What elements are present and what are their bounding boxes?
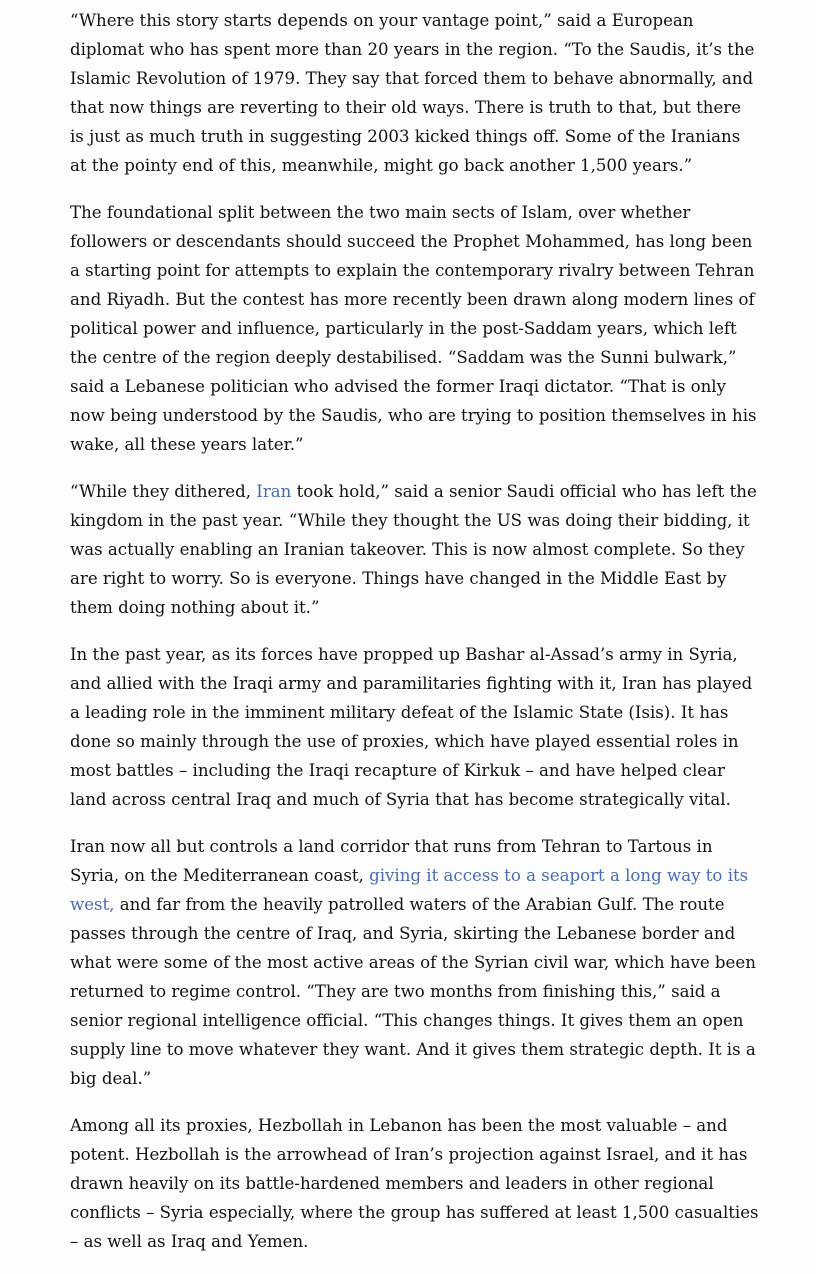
paragraph-isis-defeat: In the past year, as its forces have propped up Bashar al-Assad’s army in Syria, and allied with the Iraqi army and paramilitaries fighting with it, Iran has played a leading role in the imminent military defeat of the Islamic State (Isis). It has done so mainly through the use of proxies, which have played essential roles in most battles – including the Iraqi recapture of Kirkuk – and have helped clear land across central Iraq and much of Syria that has become strategically vital. [70,645,753,809]
seaport-access-link[interactable]: giving it access to a seaport a long way to its west, [70,866,749,914]
paragraph-text-before-link: “While they dithered, [70,482,257,501]
paragraph-diplomat-quote: “Where this story starts depends on your vantage point,” said a European diplomat who has spent more than 20 years in the region. “To the Saudis, it’s the Islamic Revolution of 1979. They say that forced them to behave abnormally, and that now things are reverting to their old ways. There is truth to that, but there is just as much truth in suggesting 2003 kicked things off. Some of the Iranians at the pointy end of this, meanwhile, might go back another 1,500 years.” [70,11,755,175]
paragraph-text-before-link: Iran now all but controls a land corridor that runs from Tehran to Tartous in Syria, on the Mediterranean coast, [70,837,713,885]
paragraph-sectarian-split: The foundational split between the two main sects of Islam, over whether followers or descendants should succeed the Prophet Mohammed, has long been a starting point for attempts to explain the contemporary rivalry between Tehran and Riyadh. But the contest has more recently been drawn along modern lines of political power and influence, particularly in the post-Saddam years, which left the centre of the region deeply destabilised. “Saddam was the Sunni bulwark,” said a Lebanese politician who advised the former Iraqi dictator. “That is only now being understood by the Saudis, who are trying to position themselves in his wake, all these years later.” [70,203,757,454]
iran-link[interactable]: Iran [256,482,292,501]
paragraph-saudi-official [70,477,760,622]
paragraph-text-after-link: took hold,” said a senior Saudi official who has left the kingdom in the past year. “While they thought the US was doing their bidding, it was actually enabling an Iranian takeover. This is now almost complete. So they are right to worry. So is everyone. Things have changed in the Middle East by them doing nothing about it.” [70,482,757,617]
article-body [70,6,760,1274]
paragraph-text-after-link: and far from the heavily patrolled waters of the Arabian Gulf. The route passes through the centre of Iraq, and Syria, skirting the Lebanese border and what were some of the most active areas of the Syrian civil war, which have been returned to regime control. “They are two months from finishing this,” said a senior regional intelligence official. “This changes things. It gives them an open supply line to move whatever they want. And it gives them strategic depth. It is a big deal.” [70,895,756,1088]
paragraph-hezbollah: Among all its proxies, Hezbollah in Lebanon has been the most valuable – and potent. Hezbollah is the arrowhead of Iran’s projection against Israel, and it has drawn heavily on its battle-hardened members and leaders in other regional conflicts – Syria especially, where the group has suffered at least 1,500 casualties – as well as Iraq and Yemen. [70,1116,759,1251]
paragraph-land-corridor [70,832,760,1093]
